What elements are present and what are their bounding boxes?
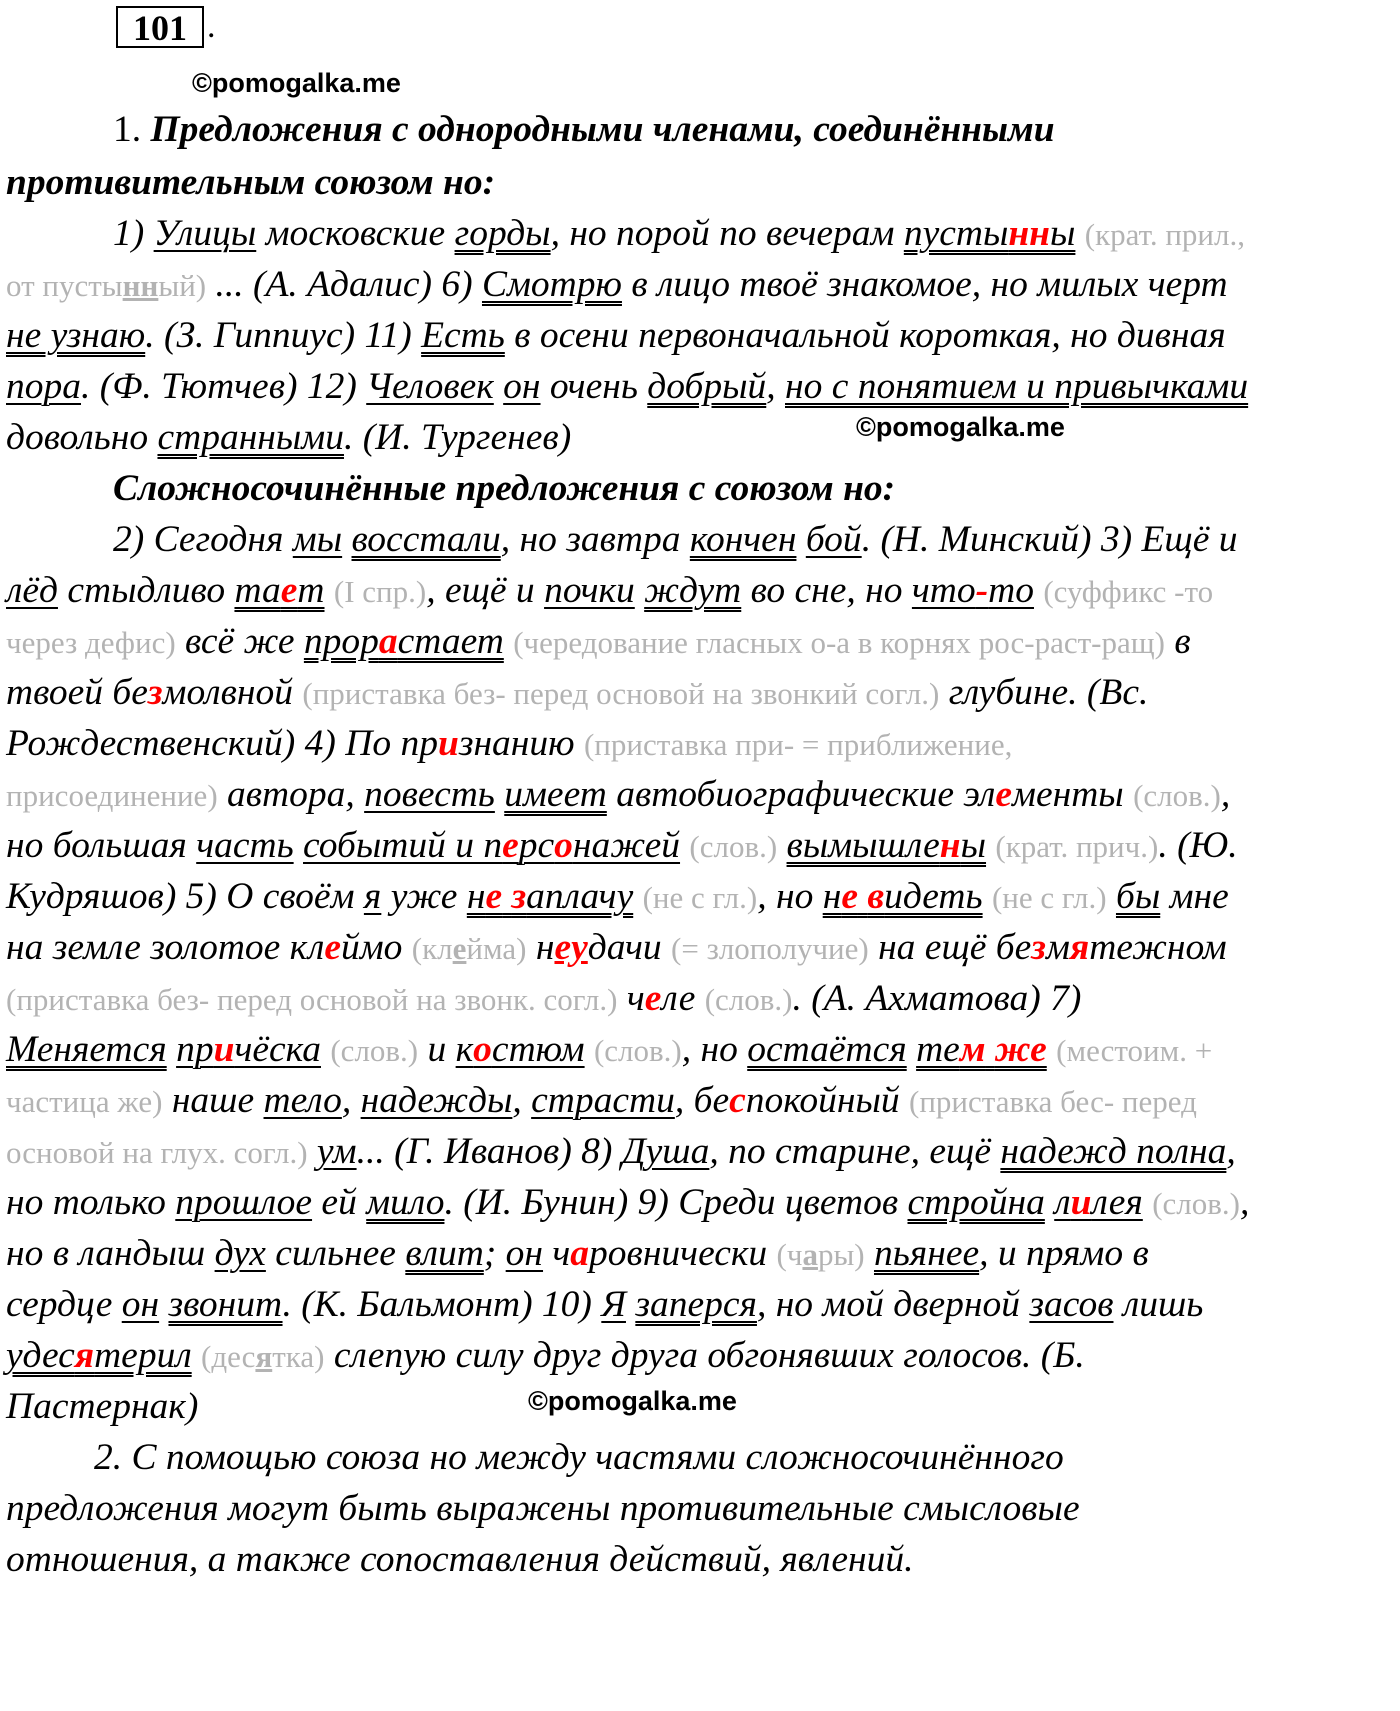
watermark: ©pomogalka.me [856, 412, 1065, 442]
text-line: 1) Улицы московские горды, но порой по вечерам пустынны (крат. прил., [113, 213, 1245, 254]
text-line: на земле золотое клеймо (клейма) неудачи (= злополучие) на ещё безмятежном [6, 927, 1227, 968]
text-line: пора. (Ф. Тютчев) 12) Человек он очень добрый, но с понятием и привычками [6, 366, 1249, 407]
text-line: Пастернак) [6, 1386, 199, 1427]
text-line: от пустынный) ... (А. Адалис) 6) Смотрю в лицо твоё знакомое, но милых черт [6, 264, 1228, 305]
text-line: но только прошлое ей мило. (И. Бунин) 9) Среди цветов стройна лилея (слов.), [6, 1182, 1250, 1223]
exercise-number-dot: . [207, 8, 216, 45]
text-line: присоединение) автора, повесть имеет автобиографические элементы (слов.), [6, 774, 1231, 815]
text-line: Кудряшов) 5) О своём я уже не заплачу (не с гл.), но не видеть (не с гл.) бы мне [6, 876, 1229, 917]
exercise-number: 101 [116, 6, 204, 48]
watermark: ©pomogalka.me [192, 68, 401, 98]
section-1-heading [113, 102, 1055, 157]
text-line: (приставка без- перед основой на звонк. согл.) челе (слов.). (А. Ахматова) 7) [6, 978, 1082, 1019]
section-1-heading-cont: противительным союзом но: [6, 162, 496, 203]
text-line: удесятерил (десятка) слепую силу друг друга обгонявших голосов. (Б. [6, 1335, 1085, 1376]
text-line: Меняется причёска (слов.) и костюм (слов.), но остаётся тем же (местоим. + [6, 1029, 1213, 1070]
conclusion-line: 2. С помощью союза но между частями сложносочинённого [94, 1437, 1064, 1478]
section-heading-ssp: Сложносочинённые предложения с союзом но: [113, 468, 896, 509]
conclusion-line: предложения могут быть выражены противительные смысловые [6, 1488, 1080, 1529]
text-line: Рождественский) 4) По признанию (приставка при- = приближение, [6, 723, 1013, 764]
text-line: твоей безмолвной (приставка без- перед основой на звонкий согл.) глубине. (Вс. [6, 672, 1149, 713]
text-line: через дефис) всё же прорастает (чередование гласных о-а в корнях рос-раст-ращ) в [6, 621, 1191, 662]
heading-text: Предложения с однородными членами, соединёнными [150, 109, 1055, 150]
text-line: довольно странными. (И. Тургенев) [6, 417, 572, 458]
section-number: 1. [113, 109, 142, 150]
document-page [6, 0, 1400, 1711]
text-line: не узнаю. (З. Гиппиус) 11) Есть в осени первоначальной короткая, но дивная [6, 315, 1226, 356]
text-line: 2) Сегодня мы восстали, но завтра кончен бой. (Н. Минский) 3) Ещё и [113, 519, 1238, 560]
text-line: основой на глух. согл.) ум... (Г. Иванов) 8) Душа, по старине, ещё надежд полна, [6, 1131, 1236, 1172]
conclusion-line: отношения, а также сопоставления действий, явлений. [6, 1539, 914, 1580]
text-line: лёд стыдливо тает (I спр.), ещё и почки ждут во сне, но что-то (суффикс -то [6, 570, 1214, 611]
text-line: но в ландыш дух сильнее влит; он чаровнически (чары) пьянее, и прямо в [6, 1233, 1149, 1274]
watermark: ©pomogalka.me [528, 1386, 737, 1416]
text-line: но большая часть событий и персонажей (слов.) вымышлены (крат. прич.). (Ю. [6, 825, 1238, 866]
text-line: частица же) наше тело, надежды, страсти, беспокойный (приставка бес- перед [6, 1080, 1197, 1121]
text-line: сердце он звонит. (К. Бальмонт) 10) Я заперся, но мой дверной засов лишь [6, 1284, 1204, 1325]
